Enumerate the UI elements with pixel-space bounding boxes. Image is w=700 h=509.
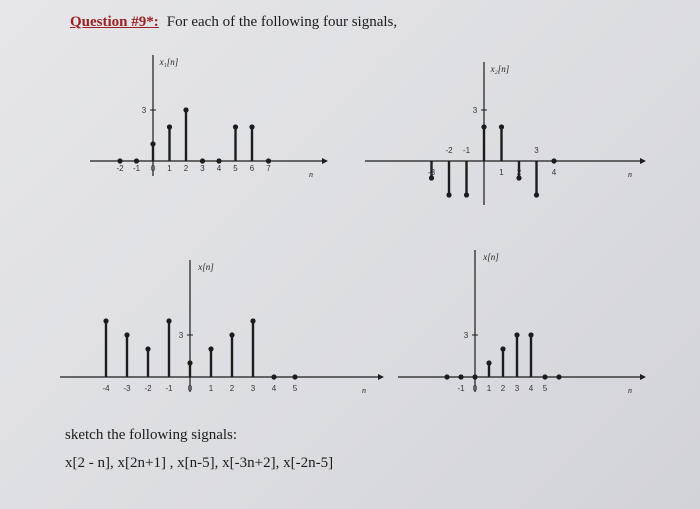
- plot1-stem-dot-4: [183, 107, 188, 112]
- plot3-y-mark-label: 3: [178, 331, 184, 340]
- plot4-stem-dot-2: [472, 374, 477, 379]
- signal-formulas: x[2 - n], x[2n+1] , x[n-5], x[-3n+2], x[-2n-5]: [65, 455, 334, 471]
- plot2-stem-dot-2: [464, 192, 469, 197]
- plot4-tick-label-2: 1: [486, 384, 492, 393]
- plot4-tick-label-5: 4: [528, 384, 534, 393]
- plot2-stem-dot-3: [481, 124, 486, 129]
- plot3-stem-dot-7: [250, 318, 255, 323]
- plot3-tick-label-8: 4: [271, 384, 277, 393]
- plot4-stem-dot-4: [500, 346, 505, 351]
- plot2-tick-label-5: 3: [534, 146, 539, 155]
- plot2-stem-dot-7: [551, 158, 556, 163]
- plot3-tick-label-0: -4: [102, 384, 110, 393]
- plot4-y-axis-label: x[n]: [483, 252, 499, 262]
- plot4-stem-dot-5: [514, 332, 519, 337]
- plot3-stem-dot-5: [208, 346, 213, 351]
- plot3-stem-dot-0: [103, 318, 108, 323]
- plot3-tick-label-2: -2: [144, 384, 152, 393]
- plot2-tick-label-1: -2: [445, 146, 453, 155]
- plot1-tick-label-6: 4: [216, 164, 222, 173]
- plot4-stem-dot-6: [528, 332, 533, 337]
- plot4-stem-dot-1: [458, 374, 463, 379]
- plot2-x-axis-label: n: [628, 170, 632, 179]
- plot4-stem-dot-0: [444, 374, 449, 379]
- plot1-stem-dot-1: [134, 158, 139, 163]
- sketch-instruction: sketch the following signals:: [65, 427, 238, 443]
- plot4-x-axis-arrow: [640, 374, 646, 380]
- plot3-y-axis-label: x[n]: [198, 262, 214, 272]
- plot3-stem-dot-2: [145, 346, 150, 351]
- plot3-tick-label-3: -1: [165, 384, 173, 393]
- plot1-stem-dot-5: [200, 158, 205, 163]
- plot1-stem-dot-6: [216, 158, 221, 163]
- plot4-stem-dot-7: [542, 374, 547, 379]
- plot3-tick-label-5: 1: [208, 384, 214, 393]
- plot4-tick-label-0: -1: [457, 384, 465, 393]
- plot2-tick-label-3: 1: [499, 168, 504, 177]
- plot4-x-axis-label: n: [628, 386, 632, 395]
- plot2-x-axis-arrow: [640, 158, 646, 164]
- plot1-tick-label-2: 0: [150, 164, 156, 173]
- plot1-tick-label-4: 2: [183, 164, 189, 173]
- plot1-x-axis-label: n: [309, 170, 313, 179]
- plot1-tick-label-7: 5: [233, 164, 238, 173]
- plot2-stem-dot-6: [534, 192, 539, 197]
- plot2-tick-label-0: -3: [427, 168, 436, 177]
- plot1-tick-label-9: 7: [266, 164, 271, 173]
- plot4-tick-label-4: 3: [514, 384, 520, 393]
- plot3-tick-label-9: 5: [292, 384, 298, 393]
- plot3-stem-dot-1: [124, 332, 129, 337]
- plot3-tick-label-6: 2: [229, 384, 235, 393]
- plot2-stem-dot-1: [446, 192, 451, 197]
- question-text: For each of the following four signals,: [166, 14, 398, 30]
- plot1-stem-dot-3: [167, 124, 172, 129]
- plot4-y-mark-label: 3: [463, 331, 469, 340]
- plot4-stem-dot-8: [556, 374, 561, 379]
- plot3-stem-dot-8: [271, 374, 276, 379]
- plot4-tick-label-6: 5: [542, 384, 548, 393]
- plot2-y-mark-label: 3: [472, 106, 478, 115]
- plot2-tick-label-2: -1: [462, 146, 471, 155]
- plot4-stem-dot-3: [486, 360, 491, 365]
- plot2-tick-label-4: 2: [516, 168, 522, 177]
- plot3-x-axis-label: n: [362, 386, 366, 395]
- plot1-y-mark-label: 3: [141, 106, 147, 115]
- plot1-stem-dot-8: [249, 124, 254, 129]
- plot3-stem-dot-6: [229, 332, 234, 337]
- plot4-tick-label-3: 2: [500, 384, 506, 393]
- plot3-stem-dot-9: [292, 374, 297, 379]
- plot3-stem-dot-3: [166, 318, 171, 323]
- plot1-tick-label-8: 6: [249, 164, 255, 173]
- plot1-stem-dot-2: [150, 141, 155, 146]
- plot1-tick-label-3: 1: [167, 164, 172, 173]
- plot3-tick-label-4: 0: [187, 384, 193, 393]
- plot1-tick-label-5: 3: [200, 164, 205, 173]
- plot3-tick-label-1: -3: [123, 384, 131, 393]
- plot4-tick-label-1: 0: [472, 384, 478, 393]
- plot3-stem-dot-4: [187, 360, 192, 365]
- plot1-tick-label-1: -1: [132, 164, 141, 173]
- plot1-y-axis-label: x₁[n]: [159, 57, 179, 67]
- plot1-stem-dot-0: [117, 158, 122, 163]
- question-label: Question #9*:: [70, 14, 159, 30]
- plot2-y-axis-label: x₂[n]: [490, 64, 510, 74]
- plot1-stem-dot-9: [266, 158, 271, 163]
- plot2-stem-dot-4: [499, 124, 504, 129]
- plot3-tick-label-7: 3: [250, 384, 256, 393]
- plot1-tick-label-0: -2: [116, 164, 124, 173]
- plot3-x-axis-arrow: [378, 374, 384, 380]
- plot1-stem-dot-7: [233, 124, 238, 129]
- plot2-tick-label-6: 4: [551, 168, 557, 177]
- plot1-x-axis-arrow: [322, 158, 328, 164]
